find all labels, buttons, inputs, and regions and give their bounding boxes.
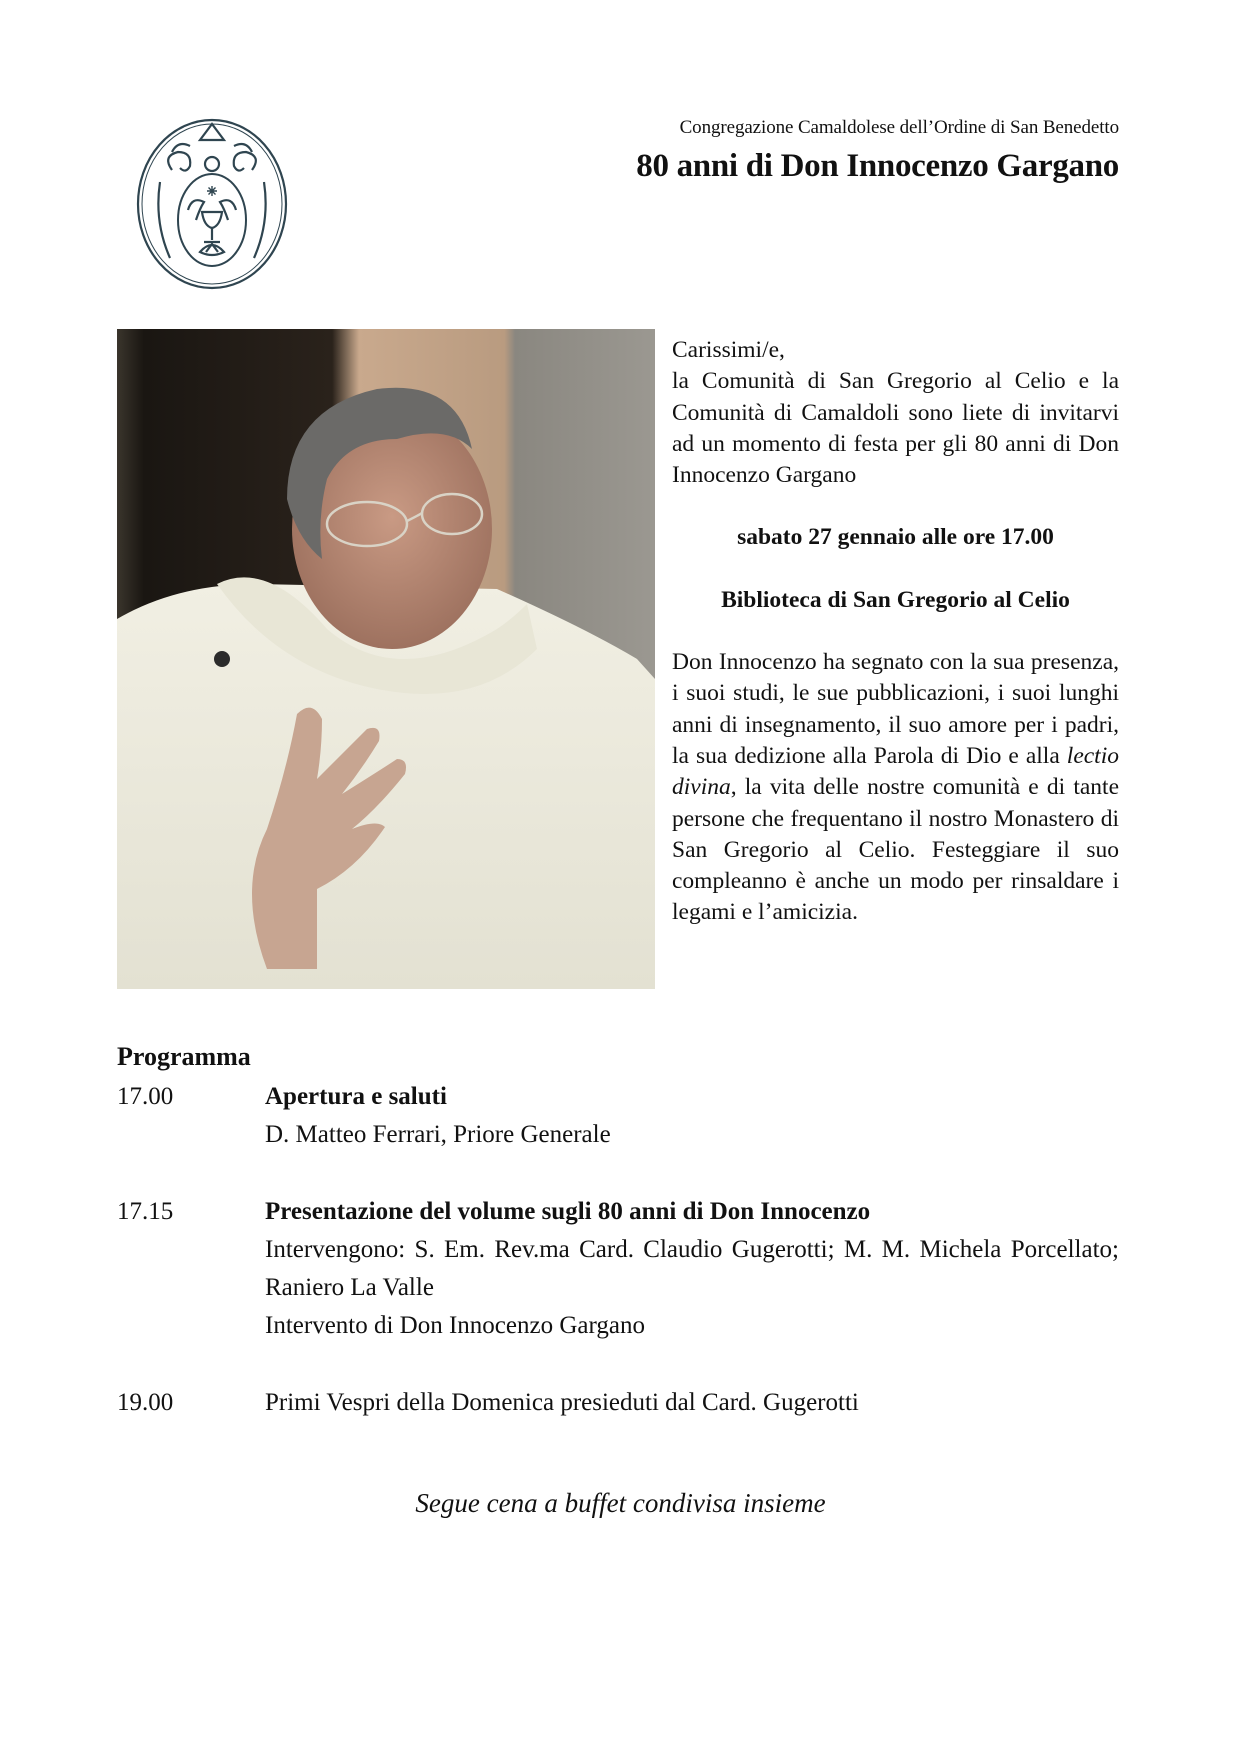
invitation-text [672,335,1119,929]
programme-item-detail: Intervento di Don Innocenzo Gargano [265,1312,645,1339]
closing-note: Segue cena a buffet condivisa insieme [415,1488,826,1518]
programme-time: 17.15 [117,1198,174,1225]
programme-time: 19.00 [117,1389,174,1416]
event-date-time: sabato 27 gennaio alle ore 17.00 [737,524,1054,551]
programme-time: 17.00 [117,1083,174,1110]
programme-item-detail: Intervengono: S. Em. Rev.ma Card. Claudio Gugerotti; M. M. Michela Porcellato; Raniero La Valle [265,1236,1119,1301]
greeting: Carissimi/e, [672,337,785,363]
portrait-photo [117,329,655,989]
programme-heading: Programma [117,1042,251,1071]
intro-paragraph: la Comunità di San Gregorio al Celio e la Comunità di Camaldoli sono liete di invitarvi ad un momento di festa per gli 80 anni di Don Innocenzo Gargano [672,368,1119,489]
tribute-text-italic: lectio divina [672,742,1119,801]
tribute-text-part2: , la vita delle nostre comunità e di tante persone che frequentano il nostro Monastero di San Gregorio al Celio. Festeggiare il suo compleanno è anche un modo per rinsaldare i legami e l’amicizia. [672,774,1119,926]
programme-item-title: Apertura e saluti [265,1083,447,1110]
programme-item-detail: Primi Vespri della Domenica presieduti dal Card. Gugerotti [265,1389,859,1416]
coat-of-arms-logo-icon [120,112,300,292]
congregation-name: Congregazione Camaldolese dell’Ordine di San Benedetto [679,117,1119,138]
programme-item-detail: D. Matteo Ferrari, Priore Generale [265,1121,611,1148]
page-title: 80 anni di Don Innocenzo Gargano [636,148,1119,184]
tribute-paragraph [672,647,1119,929]
programme-item-title: Presentazione del volume sugli 80 anni di Don Innocenzo [265,1198,871,1225]
tribute-text-part1: Don Innocenzo ha segnato con la sua presenza, i suoi studi, le sue pubblicazioni, i suoi lunghi anni di insegnamento, il suo amore per i padri, la sua dedizione alla Parola di Dio e alla [672,649,1119,769]
event-location: Biblioteca di San Gregorio al Celio [721,586,1070,613]
